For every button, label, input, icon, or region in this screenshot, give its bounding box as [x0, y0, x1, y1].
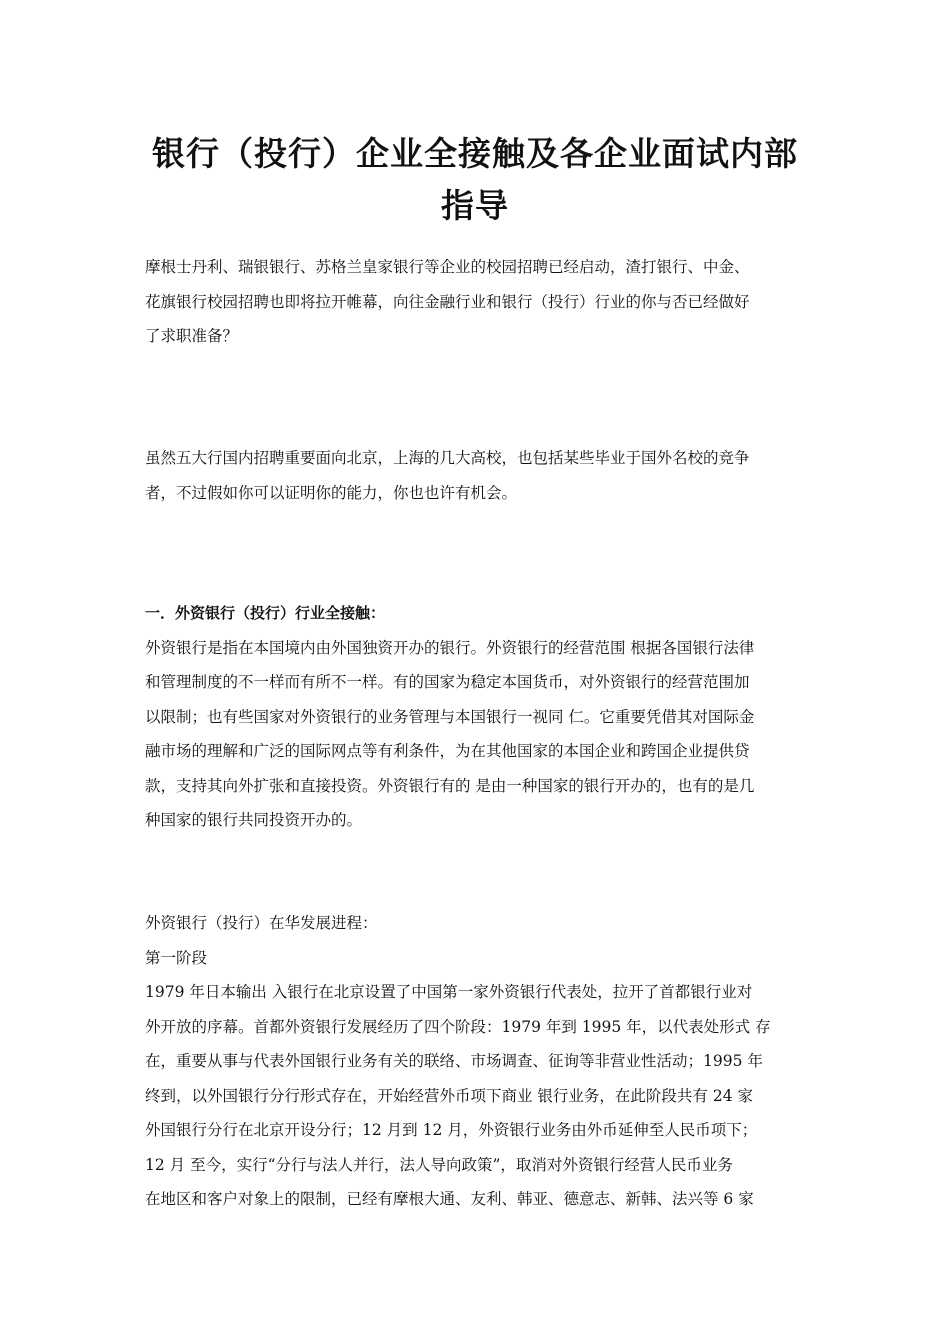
title-line-1: 银行（投行）企业全接触及各企业面试内部: [152, 134, 798, 173]
section-line: 和管理制度的不一样而有所不一样。有的国家为稳定本国货币，对外资银行的经营范围加: [145, 673, 750, 691]
section-line: 融市场的理解和广泛的国际网点等有利条件，为在其他国家的本国企业和跨国企业提供贷: [145, 742, 750, 760]
document-title: [120, 128, 830, 232]
section-heading: 一．外资银行（投行）行业全接触：: [145, 604, 386, 622]
intro-line: 花旗银行校园招聘也即将拉开帷幕，向往金融行业和银行（投行）行业的你与否已经做好: [145, 292, 750, 311]
section-development-progress: [145, 906, 810, 1217]
stage-line: 在地区和客户对象上的限制，已经有摩根大通、友利、韩亚、德意志、新韩、法兴等 6 家: [145, 1190, 754, 1208]
section-line: 外资银行是指在本国境内由外国独资开办的银行。外资银行的经营范围 根据各国银行法律: [145, 638, 755, 657]
stage-line: 1979 年日本输出 入银行在北京设置了中国第一家外资银行代表处，拉开了首都银行业对: [145, 983, 753, 1001]
section-foreign-banks: [145, 596, 810, 838]
section-line: 种国家的银行共同投资开办的。: [145, 811, 363, 829]
stage-line: 外开放的序幕。首都外资银行发展经历了四个阶段：1979 年到 1995 年，以代表处形式 存: [145, 1017, 771, 1036]
section-line: 款，支持其向外扩张和直接投资。外资银行有的 是由一种国家的银行开办的，也有的是几: [145, 776, 755, 795]
stage-line: 外国银行分行在北京开设分行；12 月到 12 月，外资银行业务由外币延伸至人民币项下；: [145, 1121, 758, 1139]
intro-paragraph: [145, 250, 810, 354]
stage-line: 终到，以外国银行分行形式存在，开始经营外币项下商业 银行业务，在此阶段共有 24 家: [145, 1086, 754, 1105]
second-paragraph: [145, 441, 810, 510]
section-line: 以限制；也有些国家对外资银行的业务管理与本国银行一视同 仁。它重要凭借其对国际金: [145, 707, 755, 726]
progress-heading: 外资银行（投行）在华发展进程：: [145, 914, 378, 932]
stage-label: 第一阶段: [145, 948, 208, 967]
paragraph-line: 虽然五大行国内招聘重要面向北京，上海的几大高校，也包括某些毕业于国外名校的竞争: [145, 449, 750, 467]
intro-line: 了求职准备？: [145, 327, 239, 345]
stage-line: 在，重要从事与代表外国银行业务有关的联络、市场调查、征询等非营业性活动；1995 年: [145, 1052, 763, 1070]
title-line-2: 指导: [441, 186, 509, 225]
intro-line: 摩根士丹利、瑞银银行、苏格兰皇家银行等企业的校园招聘已经启动，渣打银行、中金、: [145, 258, 750, 276]
paragraph-line: 者，不过假如你可以证明你的能力，你也也许有机会。: [145, 483, 518, 502]
stage-line: 12 月 至今，实行“分行与法人并行，法人导向政策”，取消对外资银行经营人民币业务: [145, 1155, 733, 1174]
